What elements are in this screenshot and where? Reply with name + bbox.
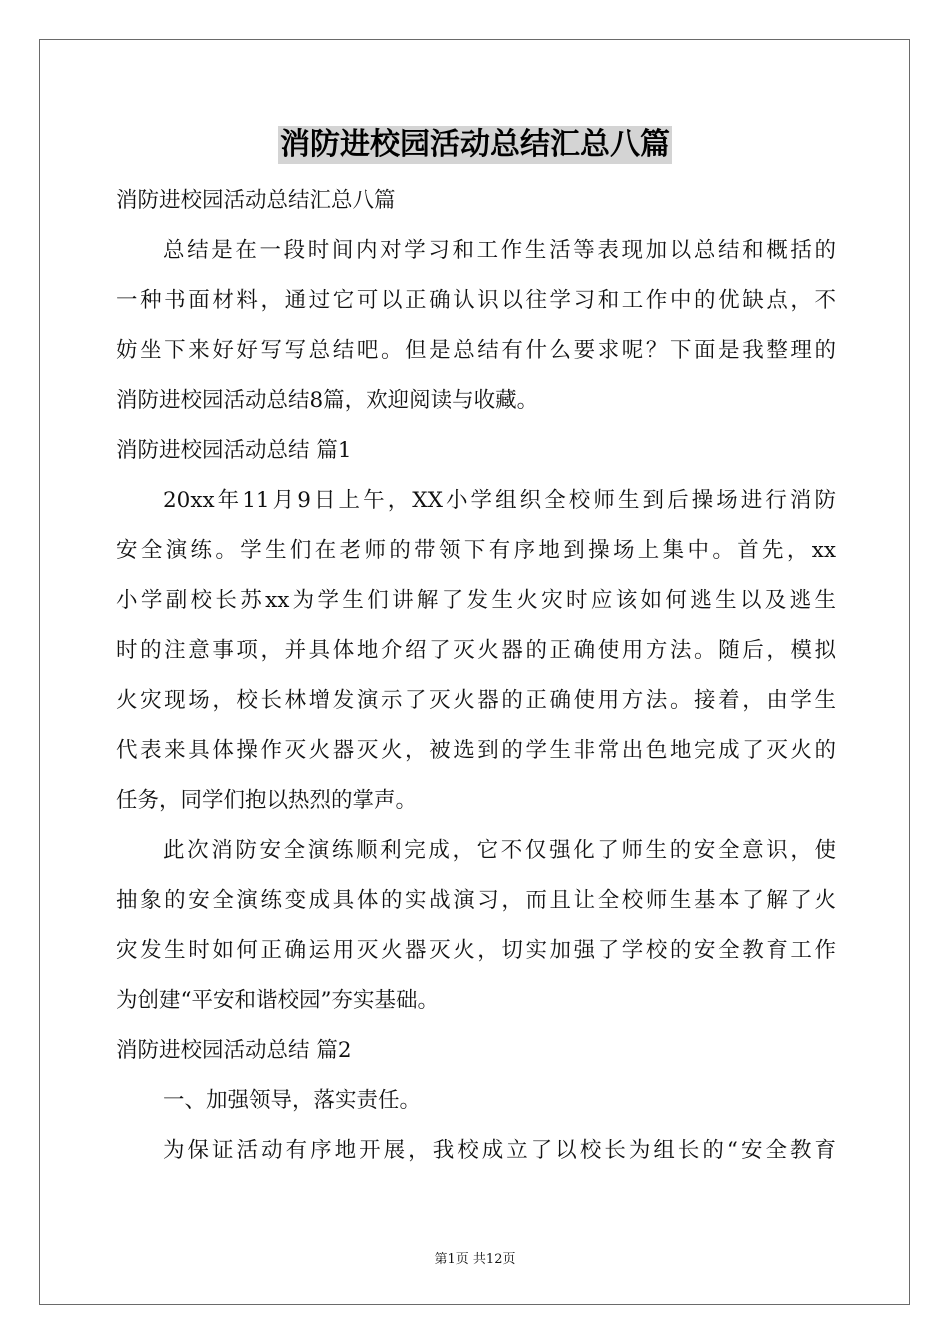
paragraph-line: 小学副校长苏xx为学生们讲解了发生火灾时应该如何逃生以及逃生 (116, 588, 836, 613)
paragraph-line: 20xx年11月9日上午，XX小学组织全校师生到后操场进行消防 (163, 488, 836, 513)
paragraph-line: 灾发生时如何正确运用灭火器灭火，切实加强了学校的安全教育工作 (116, 938, 836, 963)
paragraph-line: 火灾现场，校长林增发演示了灭火器的正确使用方法。接着，由学生 (116, 688, 836, 713)
paragraph-line: 一、加强领导，落实责任。 (163, 1088, 422, 1113)
paragraph-line: 安全演练。学生们在老师的带领下有序地到操场上集中。首先，xx (116, 538, 836, 563)
paragraph-line: 妨坐下来好好写写总结吧。但是总结有什么要求呢？下面是我整理的 (116, 338, 836, 363)
paragraph-line: 为保证活动有序地开展，我校成立了以校长为组长的“安全教育 (163, 1138, 836, 1163)
title-container (0, 126, 950, 164)
paragraph-line: 代表来具体操作灭火器灭火，被选到的学生非常出色地完成了灭火的 (116, 738, 836, 763)
subtitle-line: 消防进校园活动总结汇总八篇 (116, 188, 396, 213)
page-footer: 第1页 共12页 (434, 1252, 516, 1267)
section-heading: 消防进校园活动总结 篇1 (116, 438, 352, 463)
document-title: 消防进校园活动总结汇总八篇 (280, 127, 670, 162)
paragraph-line: 为创建“平安和谐校园”夯实基础。 (116, 988, 439, 1013)
paragraph-line: 此次消防安全演练顺利完成，它不仅强化了师生的安全意识，使 (163, 838, 836, 863)
document-body (116, 176, 836, 1176)
paragraph-line: 时的注意事项，并具体地介绍了灭火器的正确使用方法。随后，模拟 (116, 638, 836, 663)
paragraph-line: 抽象的安全演练变成具体的实战演习，而且让全校师生基本了解了火 (116, 888, 836, 913)
paragraph-line: 一种书面材料，通过它可以正确认识以往学习和工作中的优缺点，不 (116, 288, 836, 313)
paragraph-line: 总结是在一段时间内对学习和工作生活等表现加以总结和概括的 (163, 238, 836, 263)
paragraph-line: 消防进校园活动总结8篇，欢迎阅读与收藏。 (116, 388, 539, 413)
paragraph-line: 任务，同学们抱以热烈的掌声。 (116, 788, 418, 813)
section-heading: 消防进校园活动总结 篇2 (116, 1038, 352, 1063)
